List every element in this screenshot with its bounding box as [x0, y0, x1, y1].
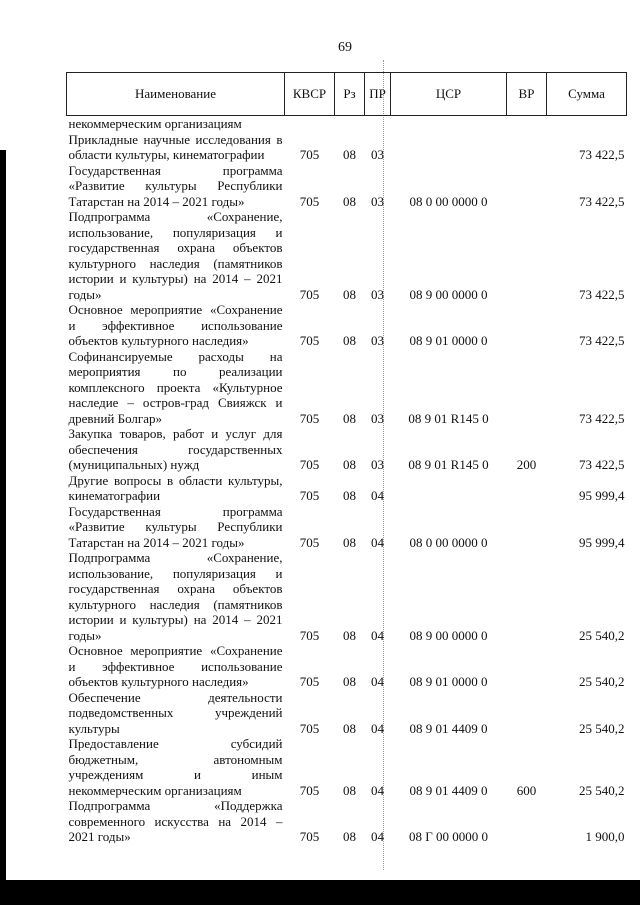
row-sum: 73 422,5	[579, 457, 625, 472]
row-kvsr: 705	[299, 457, 320, 472]
scan-left-edge	[0, 150, 6, 880]
row-rz: 08	[343, 193, 356, 209]
header-kvsr: КВСР	[285, 73, 335, 116]
row-name: Другие вопросы в области культуры, кинематографии	[68, 472, 283, 503]
row-sum: 95 999,4	[579, 534, 625, 550]
header-csr: ЦСР	[391, 73, 507, 116]
row-kvsr: 705	[299, 286, 320, 302]
row-csr	[391, 473, 507, 504]
header-vr: ВР	[507, 73, 547, 116]
row-csr: 08 9 01 0000 0	[409, 674, 488, 689]
row-name: Подпрограмма «Сохранение, использование, популяризация и государственная охрана объектов культурного наследия (памятников истории и культуры) на 2014 – 2021 годы»	[68, 550, 283, 643]
row-sum: 1 900,0	[585, 829, 625, 844]
header-pr: ПР	[365, 73, 391, 116]
row-vr	[507, 209, 547, 302]
table-row	[67, 550, 627, 643]
row-csr: 08 0 00 0000 0	[409, 193, 488, 209]
row-csr: 08 9 00 0000 0	[409, 627, 488, 643]
row-name: Государственная программа «Развитие культуры Республики Татарстан на 2014 – 2021 годы»	[68, 162, 283, 209]
row-sum: 25 540,2	[579, 720, 625, 736]
row-sum: 25 540,2	[579, 674, 625, 689]
row-kvsr: 705	[299, 333, 320, 348]
row-rz: 08	[343, 782, 356, 798]
row-pr: 04	[371, 627, 384, 643]
table-row	[67, 473, 627, 504]
page-number: 69	[338, 40, 352, 55]
header-rz: Рз	[335, 73, 365, 116]
table-row	[67, 209, 627, 302]
row-sum: 73 422,5	[579, 286, 625, 302]
row-pr: 03	[371, 410, 384, 426]
row-pr: 03	[371, 286, 384, 302]
row-name: Закупка товаров, работ и услуг для обеспечения государственных (муниципальных) нужд	[68, 426, 283, 472]
row-rz: 08	[343, 627, 356, 643]
row-name: Государственная программа «Развитие культуры Республики Татарстан на 2014 – 2021 годы»	[68, 503, 283, 550]
row-sum: 73 422,5	[579, 333, 625, 348]
row-pr: 04	[371, 534, 384, 550]
row-name: Софинансируемые расходы на мероприятия по реализации комплексного проекта «Культурное наследие – остров-град Свияжск и древний Болгар»	[68, 348, 283, 426]
row-pr: 04	[371, 674, 384, 689]
row-rz: 08	[343, 488, 356, 503]
row-csr: 08 9 01 4409 0	[409, 720, 488, 736]
row-sum: 25 540,2	[579, 627, 625, 643]
row-csr: 08 9 01 4409 0	[409, 782, 488, 798]
row-kvsr: 705	[299, 410, 320, 426]
row-pr: 04	[371, 782, 384, 798]
row-csr	[391, 132, 507, 163]
row-name: Обеспечение деятельности подведомственных учреждений культуры	[68, 689, 283, 736]
row-kvsr: 705	[299, 627, 320, 643]
row-vr	[507, 163, 547, 210]
row-rz: 08	[343, 829, 356, 844]
row-name: Прикладные научные исследования в области культуры, кинематографии	[68, 131, 283, 162]
row-sum: 73 422,5	[579, 147, 625, 162]
row-csr: 08 0 00 0000 0	[409, 534, 488, 550]
continued-row	[67, 116, 627, 132]
row-kvsr: 705	[299, 147, 320, 162]
table-row	[67, 504, 627, 551]
row-kvsr: 705	[299, 829, 320, 844]
table-row	[67, 798, 627, 845]
row-rz: 08	[343, 333, 356, 348]
row-pr: 03	[371, 457, 384, 472]
row-vr	[507, 550, 547, 643]
row-name: Основное мероприятие «Сохранение и эффективное использование объектов культурного наследия»	[68, 643, 283, 689]
table-row	[67, 132, 627, 163]
row-kvsr: 705	[299, 674, 320, 689]
row-pr: 03	[371, 333, 384, 348]
row-name: Подпрограмма «Сохранение, использование, популяризация и государственная охрана объектов культурного наследия (памятников истории и культуры) на 2014 – 2021 годы»	[68, 209, 283, 302]
table-header-row	[67, 73, 627, 116]
row-vr	[507, 302, 547, 349]
row-rz: 08	[343, 147, 356, 162]
table-row	[67, 163, 627, 210]
budget-table	[66, 72, 627, 845]
row-csr: 08 9 01 R145 0	[408, 457, 489, 472]
row-name: Подпрограмма «Поддержка современного искусства на 2014 – 2021 годы»	[68, 798, 283, 844]
row-csr: 08 9 01 0000 0	[409, 333, 488, 348]
row-name: Предоставление субсидий бюджетным, автономным учреждениям и иным некоммерческим организациям	[68, 736, 283, 798]
table-row	[67, 736, 627, 798]
row-kvsr: 705	[299, 720, 320, 736]
row-pr: 04	[371, 829, 384, 844]
row-pr: 03	[371, 147, 384, 162]
row-rz: 08	[343, 410, 356, 426]
row-sum: 73 422,5	[579, 410, 625, 426]
row-rz: 08	[343, 720, 356, 736]
table-row	[67, 690, 627, 737]
row-vr: 200	[516, 457, 537, 472]
row-kvsr: 705	[299, 782, 320, 798]
table-row	[67, 426, 627, 473]
row-kvsr: 705	[299, 534, 320, 550]
row-vr	[507, 798, 547, 845]
row-sum: 73 422,5	[579, 193, 625, 209]
row-name: Основное мероприятие «Сохранение и эффективное использование объектов культурного наследия»	[68, 302, 283, 348]
scan-bottom-border	[0, 880, 640, 905]
row-pr: 04	[371, 488, 384, 503]
table-row	[67, 643, 627, 690]
table-row	[67, 302, 627, 349]
row-kvsr: 705	[299, 488, 320, 503]
header-sum: Сумма	[547, 73, 627, 116]
row-vr: 600	[516, 782, 537, 798]
row-vr	[507, 349, 547, 427]
row-vr	[507, 504, 547, 551]
row-vr	[507, 473, 547, 504]
row-vr	[507, 643, 547, 690]
row-rz: 08	[343, 457, 356, 472]
row-sum: 25 540,2	[579, 782, 625, 798]
table-row	[67, 349, 627, 427]
row-kvsr: 705	[299, 193, 320, 209]
row-rz: 08	[343, 534, 356, 550]
row-csr: 08 Г 00 0000 0	[408, 829, 488, 844]
row-vr	[507, 690, 547, 737]
row-csr: 08 9 01 R145 0	[408, 410, 489, 426]
row-rz: 08	[343, 674, 356, 689]
row-sum: 95 999,4	[579, 488, 625, 503]
header-name: Наименование	[67, 73, 285, 116]
row-rz: 08	[343, 286, 356, 302]
row-pr: 03	[371, 193, 384, 209]
row-csr: 08 9 00 0000 0	[409, 286, 488, 302]
row-pr: 04	[371, 720, 384, 736]
row-vr	[507, 132, 547, 163]
continued-text: некоммерческим организациям	[68, 116, 242, 131]
